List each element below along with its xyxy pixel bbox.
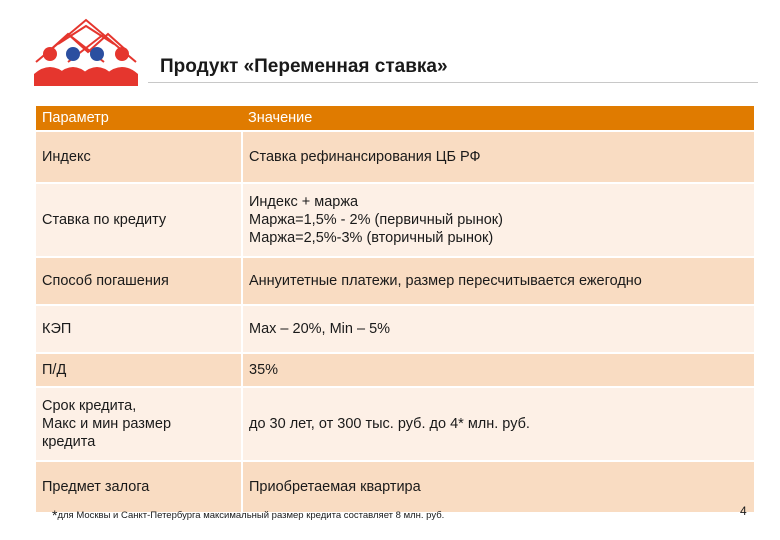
value-cell: 35%: [242, 353, 754, 387]
value-cell: Приобретаемая квартира: [242, 461, 754, 513]
param-cell: П/Д: [36, 353, 242, 387]
param-cell: Способ погашения: [36, 257, 242, 305]
param-cell: Индекс: [36, 131, 242, 183]
table-row: [36, 305, 754, 353]
table-header-row: [36, 106, 754, 131]
parameters-table: [36, 106, 754, 514]
param-cell: Предмет залога: [36, 461, 242, 513]
param-cell: КЭП: [36, 305, 242, 353]
table-row: [36, 387, 754, 461]
table-row: [36, 353, 754, 387]
page-number: 4: [740, 504, 747, 518]
table-row: [36, 131, 754, 183]
table-row: [36, 183, 754, 257]
param-cell: Срок кредита, Макс и мин размер кредита: [36, 387, 242, 461]
value-cell: Индекс + маржа Маржа=1,5% - 2% (первичный рынок) Маржа=2,5%-3% (вторичный рынок): [242, 183, 754, 257]
footnote-star: *: [52, 507, 58, 523]
title-divider: [148, 82, 758, 83]
column-header-value: Значение: [242, 106, 754, 131]
table-row: [36, 257, 754, 305]
value-cell: Ставка рефинансирования ЦБ РФ: [242, 131, 754, 183]
column-header-parameter: Параметр: [36, 106, 242, 131]
table-row: [36, 461, 754, 513]
param-cell: Ставка по кредиту: [36, 183, 242, 257]
value-cell: до 30 лет, от 300 тыс. руб. до 4* млн. руб.: [242, 387, 754, 461]
company-logo: [30, 16, 142, 88]
value-cell: Аннуитетные платежи, размер пересчитывается ежегодно: [242, 257, 754, 305]
page-title: Продукт «Переменная ставка»: [160, 56, 448, 77]
value-cell: Max – 20%, Min – 5%: [242, 305, 754, 353]
footnote-text: для Москвы и Санкт-Петербурга максимальный размер кредита составляет 8 млн. руб.: [57, 510, 445, 521]
logo-figure-right: [106, 47, 138, 86]
footnote: [52, 507, 444, 523]
